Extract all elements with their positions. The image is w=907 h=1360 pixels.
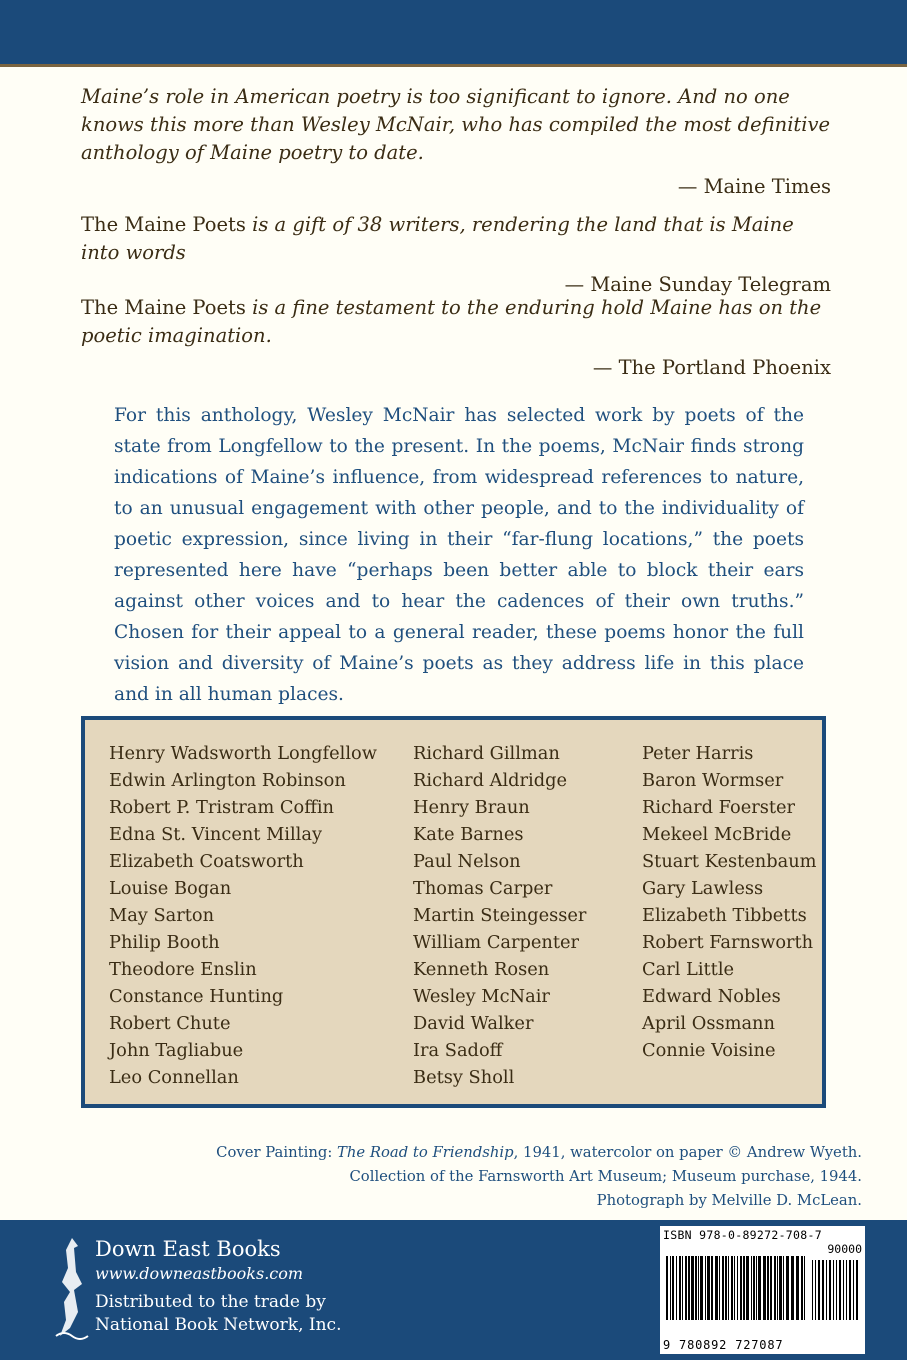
barcode-bar xyxy=(691,1256,694,1320)
price-barcode-bar xyxy=(826,1260,827,1320)
credit-line-1 xyxy=(216,1141,862,1165)
poet-name: Gary Lawless xyxy=(642,878,764,899)
price-barcode-bar xyxy=(833,1260,834,1320)
barcode-bar xyxy=(685,1256,687,1320)
quote-text: Maine’s role in American poetry is too significant to ignore. And no one knows this more than Wesley McNair, who has compiled the most definitive anthology of Maine poetry to date. xyxy=(81,85,831,164)
poet-name: Richard Foerster xyxy=(642,797,796,818)
barcode xyxy=(660,1256,865,1334)
barcode-bar xyxy=(767,1256,769,1320)
poet-name: Stuart Kestenbaum xyxy=(642,851,817,872)
barcode-bar xyxy=(725,1256,727,1320)
price-barcode-bar xyxy=(856,1260,858,1320)
poet-name: Edward Nobles xyxy=(642,986,781,1007)
poet-name: Connie Voisine xyxy=(642,1040,776,1061)
credit-prefix: Cover Painting: xyxy=(216,1144,338,1161)
barcode-bar xyxy=(786,1256,789,1320)
barcode-bar xyxy=(719,1256,720,1320)
barcode-bar xyxy=(753,1256,755,1320)
barcode-bar xyxy=(770,1256,772,1320)
price-barcode-bar xyxy=(843,1260,844,1320)
poet-name: Elizabeth Tibbetts xyxy=(642,905,807,926)
credit-line-3: Photograph by Melville D. McLean. xyxy=(596,1192,862,1209)
publisher-block xyxy=(95,1236,341,1337)
quote-maine-times xyxy=(81,83,831,201)
barcode-bar xyxy=(740,1256,742,1320)
barcode-bar xyxy=(670,1256,671,1320)
poet-name: April Ossmann xyxy=(642,1013,775,1034)
barcode-bar xyxy=(774,1256,776,1320)
poet-name: Mekeel McBride xyxy=(642,824,792,845)
poet-name: Leo Connellan xyxy=(109,1067,239,1088)
book-description: For this anthology, Wesley McNair has selected work by poets of the state from Longfellow to the present. In the poems, McNair finds strong indications of Maine’s influence, from widespread references to nature, to an unusual engagement with other people, and to the individuality of poetic expression, since living in their “far-flung locations,” the poets represented here have “perhaps been better able to block their ears against other voices and to hear the cadences of their own truths.” Chosen for their appeal to a general reader, these poems honor the full vision and diversity of Maine’s poets as they address life in this place and in all human places. xyxy=(114,405,804,705)
isbn-label: ISBN 978-0-89272-708-7 xyxy=(663,1228,822,1242)
quote-book-title: The Maine Poets xyxy=(81,296,253,319)
price-barcode-bar xyxy=(812,1260,813,1320)
cover-credit xyxy=(216,1141,862,1213)
barcode-bar xyxy=(791,1256,794,1320)
poet-name: Edwin Arlington Robinson xyxy=(109,770,346,791)
poet-name: William Carpenter xyxy=(413,932,580,953)
poet-name: Martin Steingesser xyxy=(413,905,587,926)
barcode-bar xyxy=(777,1256,778,1320)
quote-source: — Maine Sunday Telegram xyxy=(564,273,831,296)
barcode-bar xyxy=(804,1256,805,1320)
barcode-bar xyxy=(700,1256,703,1320)
barcode-bar xyxy=(734,1256,735,1320)
quote-maine-sunday-telegram xyxy=(81,211,831,299)
poet-name: Kate Barnes xyxy=(413,824,524,845)
poet-name: Louise Bogan xyxy=(109,878,232,899)
price-barcode-bar xyxy=(849,1260,851,1320)
poet-name: Betsy Sholl xyxy=(413,1067,515,1088)
barcode-bar xyxy=(758,1256,761,1320)
poet-name: Baron Wormser xyxy=(642,770,784,791)
price-barcode-bar xyxy=(829,1260,831,1320)
barcode-bar xyxy=(666,1256,668,1320)
poet-name: Constance Hunting xyxy=(109,986,284,1007)
barcode-bar xyxy=(751,1256,752,1320)
barcode-bar xyxy=(679,1256,681,1320)
poet-name: John Tagliabue xyxy=(109,1040,244,1061)
poet-name: Paul Nelson xyxy=(413,851,521,872)
barcode-bar xyxy=(672,1256,674,1320)
poet-name: Robert Chute xyxy=(109,1013,231,1034)
barcode-number: 9 780892 727087 xyxy=(663,1338,784,1352)
poet-name: Philip Booth xyxy=(109,932,220,953)
poet-name: Richard Gillman xyxy=(413,743,560,764)
poet-name: Robert P. Tristram Coffin xyxy=(109,797,334,818)
poet-column-2 xyxy=(413,740,586,1091)
distributor-line-1: Distributed to the trade by xyxy=(95,1292,326,1312)
barcode-bar xyxy=(688,1256,690,1320)
quote-portland-phoenix xyxy=(81,294,831,382)
price-barcode-bar xyxy=(839,1260,841,1320)
poet-name: Kenneth Rosen xyxy=(413,959,550,980)
poet-name: Edna St. Vincent Millay xyxy=(109,824,323,845)
barcode-bar xyxy=(682,1256,683,1320)
barcode-bar xyxy=(743,1256,745,1320)
poet-name: Elizabeth Coatsworth xyxy=(109,851,304,872)
distributor-text xyxy=(95,1291,341,1337)
quote-text: is a fine testament to the enduring hold Maine has on the poetic imagination. xyxy=(81,296,822,347)
barcode-bar xyxy=(801,1256,803,1320)
quote-book-title: The Maine Poets xyxy=(81,213,253,236)
barcode-bar xyxy=(746,1256,749,1320)
quote-source: — The Portland Phoenix xyxy=(592,356,831,379)
barcode-bar xyxy=(715,1256,718,1320)
top-color-band xyxy=(0,0,907,64)
price-barcode-bar xyxy=(818,1260,820,1320)
poet-name: May Sarton xyxy=(109,905,215,926)
barcode-bar xyxy=(728,1256,729,1320)
poet-name: Carl Little xyxy=(642,959,735,980)
price-code: 90000 xyxy=(827,1242,862,1256)
barcode-bar xyxy=(711,1256,713,1320)
barcode-bar xyxy=(707,1256,710,1320)
barcode-bar xyxy=(731,1256,733,1320)
publisher-url[interactable]: www.downeastbooks.com xyxy=(95,1264,304,1283)
painting-title: The Road to Friendship xyxy=(337,1144,514,1161)
barcode-bar xyxy=(783,1256,784,1320)
barcode-bar xyxy=(676,1256,677,1320)
poet-name: Peter Harris xyxy=(642,743,754,764)
barcode-bar xyxy=(698,1256,699,1320)
poet-name: Robert Farnsworth xyxy=(642,932,814,953)
lighthouse-logo-icon xyxy=(52,1232,90,1342)
price-barcode-bar xyxy=(815,1260,816,1320)
poet-name: Theodore Enslin xyxy=(109,959,257,980)
quote-text: is a gift of 38 writers, rendering the land that is Maine into words xyxy=(81,213,794,264)
isbn-barcode-box xyxy=(660,1226,865,1354)
barcode-bar xyxy=(722,1256,724,1320)
credit-line-2: Collection of the Farnsworth Art Museum; Museum purchase, 1944. xyxy=(349,1168,862,1185)
poet-name: Richard Aldridge xyxy=(413,770,568,791)
distributor-line-2: National Book Network, Inc. xyxy=(95,1315,342,1335)
poet-name: Henry Wadsworth Longfellow xyxy=(109,743,377,764)
credit-rest: , 1941, watercolor on paper © Andrew Wyeth. xyxy=(513,1144,862,1161)
poet-column-3 xyxy=(642,740,817,1064)
top-rule xyxy=(0,64,907,67)
barcode-bar xyxy=(695,1256,697,1320)
poet-name: Wesley McNair xyxy=(413,986,550,1007)
poet-name: Thomas Carper xyxy=(413,878,553,899)
barcode-bar xyxy=(756,1256,757,1320)
barcode-bar xyxy=(705,1256,706,1320)
quote-source: — Maine Times xyxy=(677,175,831,198)
publisher-name: Down East Books xyxy=(95,1237,281,1261)
poet-name: Ira Sadoff xyxy=(413,1040,503,1061)
barcode-bar xyxy=(796,1256,799,1320)
poet-name: Henry Braun xyxy=(413,797,530,818)
poet-column-1 xyxy=(109,740,377,1091)
price-barcode-bar xyxy=(822,1260,824,1320)
barcode-bar xyxy=(779,1256,782,1320)
poet-list-box xyxy=(81,716,826,1108)
price-barcode-bar xyxy=(853,1260,854,1320)
price-barcode-bar xyxy=(836,1260,837,1320)
poet-name: David Walker xyxy=(413,1013,534,1034)
price-barcode-bar xyxy=(846,1260,847,1320)
barcode-bar xyxy=(737,1256,738,1320)
barcode-bar xyxy=(763,1256,766,1320)
